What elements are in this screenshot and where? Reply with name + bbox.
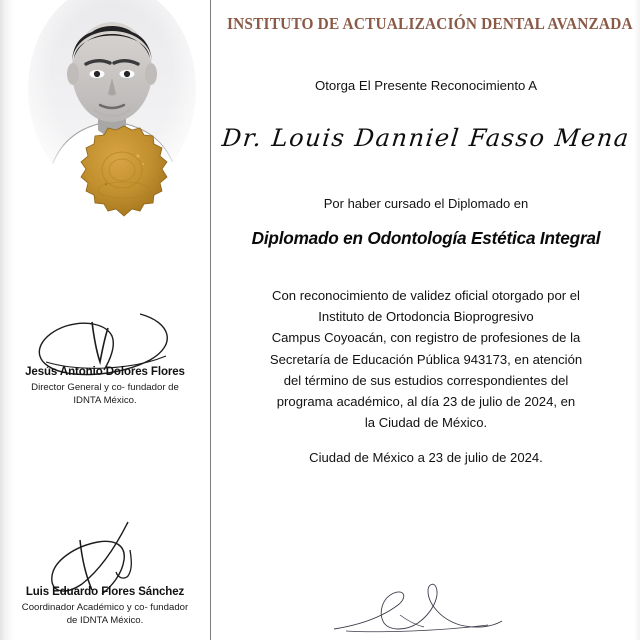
signature-stroke	[320, 575, 510, 637]
institution-title: INSTITUTO DE ACTUALIZACIÓN DENTAL AVANZADA	[226, 14, 633, 33]
column-divider	[210, 0, 211, 640]
body-line: Con reconocimiento de validez oficial otorgado por el	[272, 288, 580, 303]
recipient-name: Dr. Louis Danniel Fasso Mena	[220, 124, 632, 152]
body-line: Campus Coyoacán, con registro de profesiones de la	[271, 330, 581, 346]
signature-role-line2: IDNTA México.	[73, 394, 137, 406]
signature-role	[0, 602, 210, 627]
course-intro-text: Por haber cursado el Diplomado en	[323, 196, 529, 211]
course-title: Diplomado en Odontología Estética Integral	[251, 228, 601, 248]
signature-block-director	[0, 300, 210, 408]
body-line: del término de sus estudios correspondientes del	[283, 372, 569, 388]
body-line: Secretaría de Educación Pública 943173, en atención	[269, 351, 583, 367]
body-line: la Ciudad de México.	[364, 415, 488, 431]
body-line: programa académico, al día 23 de julio de 2024, en	[276, 394, 576, 410]
signature-role-line1: Director General y co- fundador de	[31, 382, 179, 394]
signature-name: Luis Eduardo Flores Sánchez	[25, 586, 185, 598]
signature-name: Jesús Antonio Dolores Flores	[25, 366, 185, 378]
signature-mark-bottom-right	[320, 575, 510, 637]
seal-illustration	[72, 122, 176, 226]
right-column	[212, 0, 640, 640]
place-and-date: Ciudad de México a 23 de julio de 2024.	[309, 450, 543, 465]
signature-role-line1: Coordinador Académico y co- fundador	[21, 602, 189, 614]
signature-role	[0, 382, 210, 407]
body-line: Instituto de Ortodoncia Bioprogresivo	[318, 309, 534, 325]
certificate-body-text	[230, 285, 622, 433]
signature-block-coordinator	[0, 520, 210, 628]
signature-role-line2: de IDNTA México.	[66, 614, 144, 626]
gold-wax-seal	[72, 122, 176, 226]
left-column	[0, 0, 210, 640]
award-intro-text: Otorga El Presente Reconocimiento A	[314, 78, 538, 93]
